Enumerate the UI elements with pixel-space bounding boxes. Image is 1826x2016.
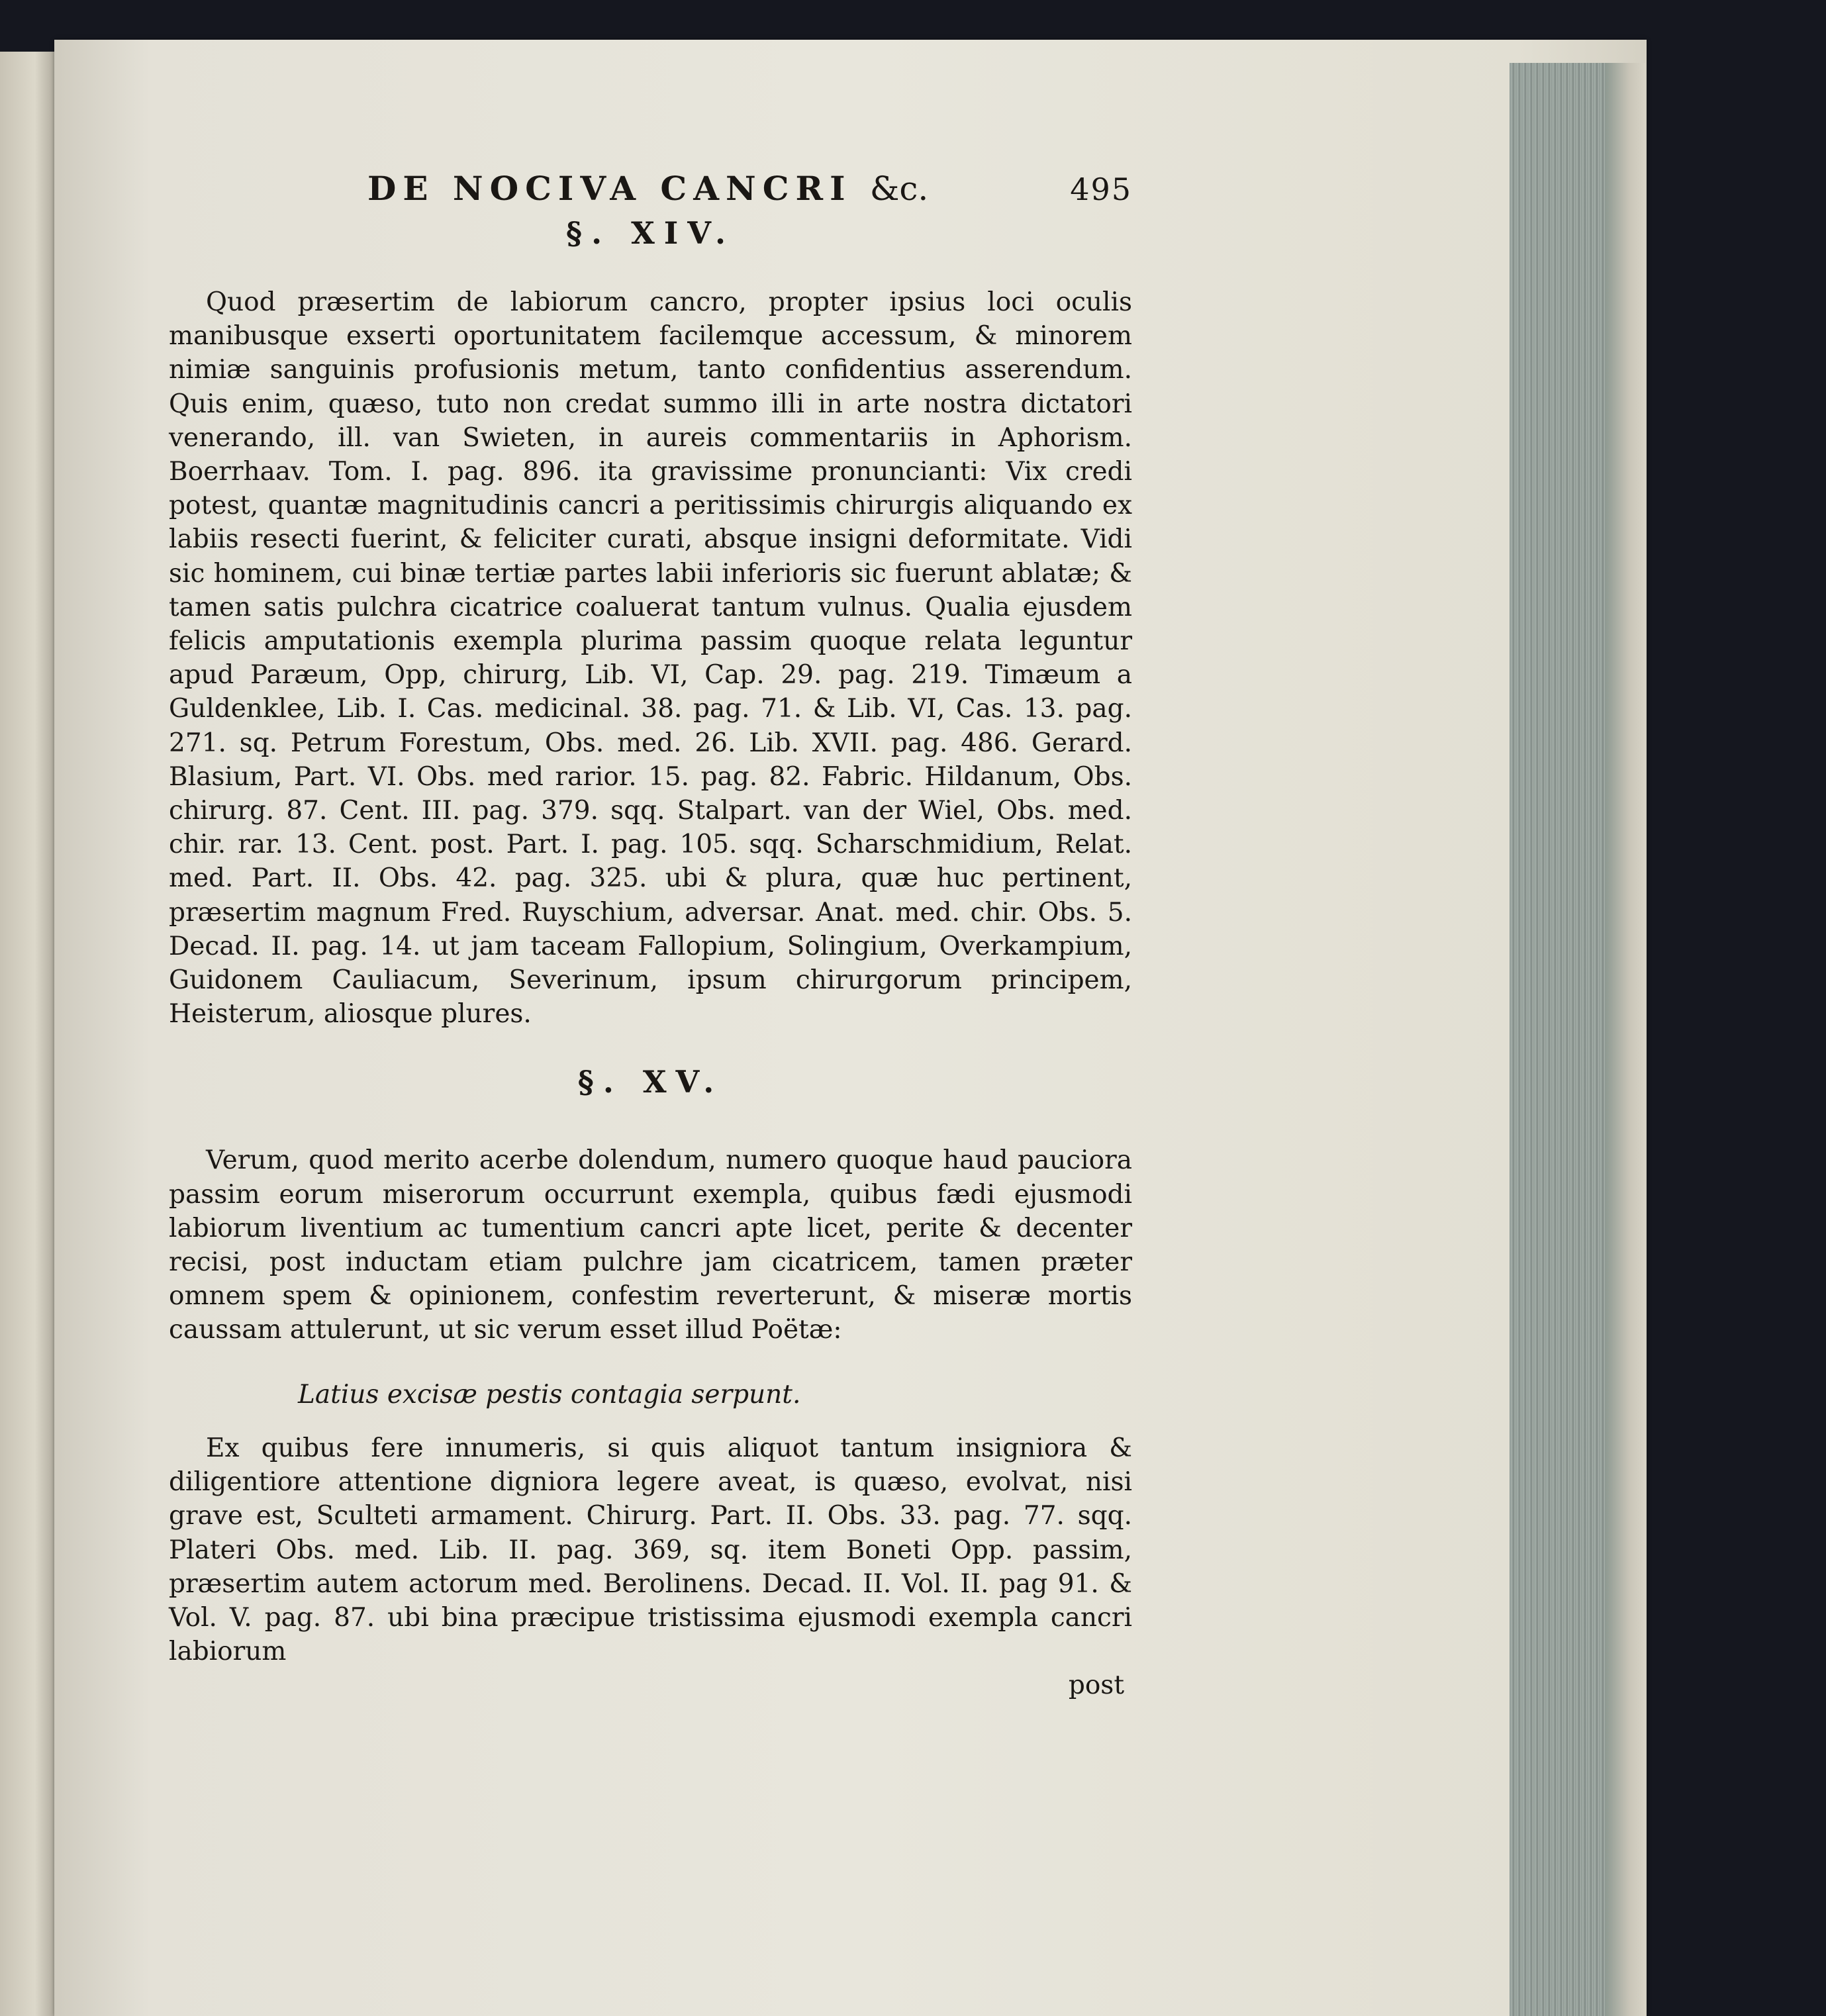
section-heading-xiv: §. XIV. [566, 215, 735, 251]
page-fore-edge [1510, 63, 1606, 2016]
running-title: DE NOCIVA CANCRI &c. [367, 169, 929, 208]
running-head [169, 162, 1132, 215]
facing-page-edge [0, 52, 58, 2016]
section-heading-xv: §. XV. [577, 1064, 724, 1100]
fore-edge-shadow [1606, 63, 1645, 2016]
verse-quotation: Latius excisæ pestis contagia serpunt. [298, 1379, 801, 1410]
paragraph-xiv: Quod præsertim de labiorum cancro, propter ipsius loci oculis manibusque exserti oportunitatem facilemque accessum, & minorem nimiæ sanguinis profusionis metum, tanto confidentius asserendum. Quis enim, quæso, tuto non credat summo illi in arte nostra dictatori venerando, ill. van Swieten, in aureis commentariis in Aphorism. Boerrhaav. Tom. I. pag. 896. ita gravissime pronuncianti: Vix credi potest, quantæ magnitudinis cancri a peritissimis chirurgis aliquando ex labiis resecti fuerint, & feliciter curati, absque insigni deformitate. Vidi sic hominem, cui binæ tertiæ partes labii inferioris sic fuerunt ablatæ; & tamen satis pulchra cicatrice coaluerat tantum vulnus. Qualia ejusdem felicis amputationis exempla plurima passim quoque relata leguntur apud Paræum, Opp, chirurg, Lib. VI, Cap. 29. pag. 219. Timæum a Guldenklee, Lib. I. Cas. medicinal. 38. pag. 71. & Lib. VI, Cas. 13. pag. 271. sq. Petrum Forestum, Obs. med. 26. Lib. XVII. pag. 486. Gerard. Blasium, Part. VI. Obs. med rarior. 15. pag. 82. Fabric. Hildanum, Obs. chirurg. 87. Cent. III. pag. 379. sqq. Stalpart. van der Wiel, Obs. med. chir. rar. 13. Cent. post. Part. I. pag. 105. sqq. Scharschmidium, Relat. med. Part. II. Obs. 42. pag. 325. ubi & plura, quæ huc pertinent, præsertim magnum Fred. Ruyschium, adversar. Anat. med. chir. Obs. 5. Decad. II. pag. 14. ut jam taceam Fallopium, Solingium, Overkampium, Guidonem Cauliacum, Severinum, ipsum chirurgorum principem, Heisterum, aliosque plures. [169, 287, 1132, 1030]
paragraph-xv-1: Verum, quod merito acerbe dolendum, numero quoque haud pauciora passim eorum miserorum occurrunt exempla, quibus fædi ejusmodi labiorum liventium ac tumentium cancri apte licet, perite & decenter recisi, post inductam etiam pulchre jam cicatricem, tamen præter omnem spem & opinionem, confestim reverterunt, & miseræ mortis caussam attulerunt, ut sic verum esset illud Poëtæ: [169, 1145, 1132, 1345]
text-block [169, 162, 1132, 1703]
catchword: post [1068, 1670, 1124, 1701]
page-number: 495 [1070, 171, 1132, 207]
running-title-suffix: &c. [869, 169, 929, 208]
paragraph-xv-2: Ex quibus fere innumeris, si quis aliquot tantum insigniora & diligentiore attentione digniora legere aveat, is quæso, evolvat, nisi grave est, Sculteti armament. Chirurg. Part. II. Obs. 33. pag. 77. sqq. Plateri Obs. med. Lib. II. pag. 369, sq. item Boneti Opp. passim, præsertim autem actorum med. Berolinens. Decad. II. Vol. II. pag 91. & Vol. V. pag. 87. ubi bina præcipue tristissima ejusmodi exempla cancri labiorum [169, 1433, 1132, 1667]
